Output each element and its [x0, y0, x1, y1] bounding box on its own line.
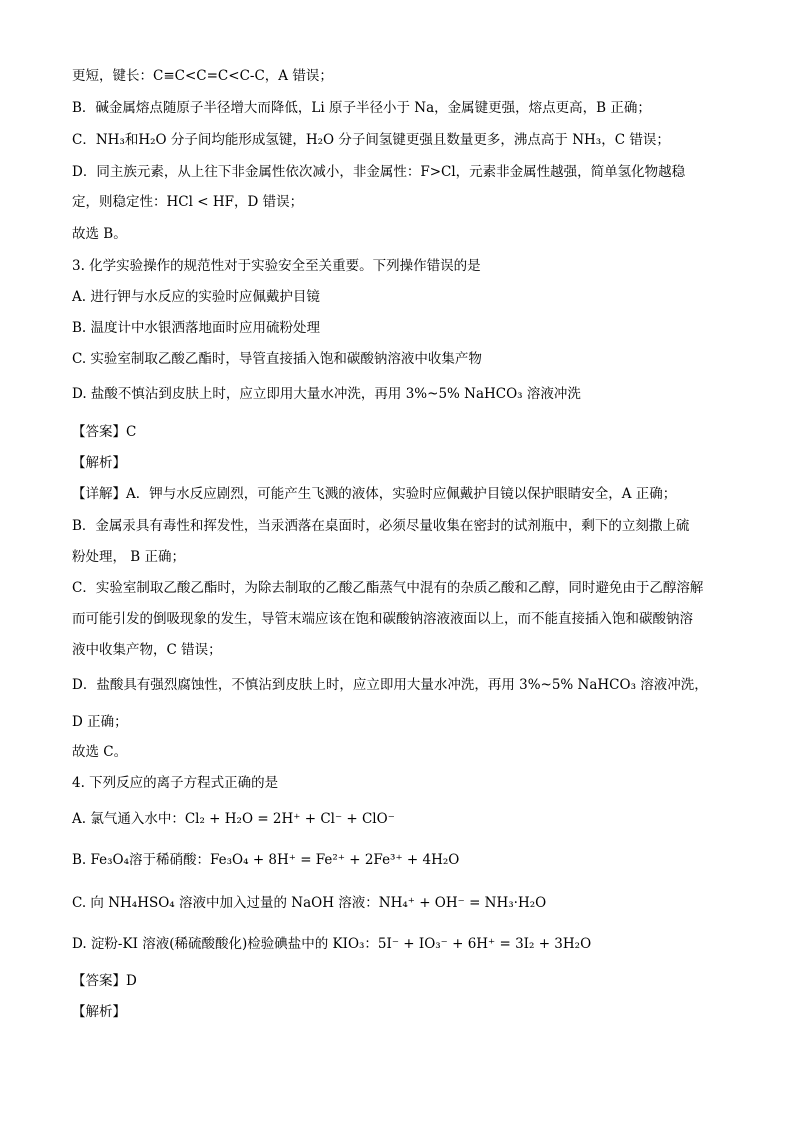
paragraph-line: D 正确； [72, 714, 128, 730]
option-d: D. 盐酸不慎沾到皮肤上时，应立即用大量水冲洗，再用 3%~5% NaHCO₃ 溶液冲洗 [72, 386, 581, 402]
paragraph-line: 而可能引发的倒吸现象的发生，导管末端应该在饱和碳酸钠溶液液面以上，而不能直接插入饱和碳酸钠溶 [72, 611, 693, 627]
paragraph-line: B．金属汞具有毒性和挥发性，当汞洒落在桌面时，必须尽量收集在密封的试剂瓶中，剩下的立刻撒上硫 [72, 518, 690, 534]
paragraph-line: 粉处理， B 正确； [72, 549, 186, 565]
option-c: C. 向 NH₄HSO₄ 溶液中加入过量的 NaOH 溶液：NH₄⁺ + OH⁻ = NH₃·H₂O [72, 895, 547, 911]
paragraph-line: 更短，键长：C≡C<C=C<C-C，A 错误； [72, 68, 333, 84]
paragraph-line: 定，则稳定性：HCl < HF，D 错误； [72, 194, 304, 210]
option-b: B. 温度计中水银洒落地面时应用硫粉处理 [72, 320, 321, 336]
paragraph-line: 【详解】A．钾与水反应剧烈，可能产生飞溅的液体，实验时应佩戴护目镜以保护眼睛安全，A 正确； [72, 486, 677, 502]
option-a: A. 氯气通入水中：Cl₂ + H₂O = 2H⁺ + Cl⁻ + ClO⁻ [72, 811, 395, 827]
option-b: B. Fe₃O₄溶于稀硝酸：Fe₃O₄ + 8H⁺ = Fe²⁺ + 2Fe³⁺ + 4H₂O [72, 852, 460, 868]
option-a: A. 进行钾与水反应的实验时应佩戴护目镜 [72, 289, 320, 305]
paragraph-line: B．碱金属熔点随原子半径增大而降低，Li 原子半径小于 Na，金属键更强，熔点更高，B 正确； [72, 100, 651, 116]
analysis-label: 【解析】 [72, 1004, 126, 1020]
paragraph-line: C．实验室制取乙酸乙酯时，为除去制取的乙酸乙酯蒸气中混有的杂质乙酸和乙醇，同时避免由于乙醇溶解 [72, 580, 704, 596]
paragraph-line: 故选 B。 [72, 226, 127, 242]
paragraph-line: 故选 C。 [72, 744, 128, 760]
paragraph-line: D．盐酸具有强烈腐蚀性，不慎沾到皮肤上时，应立即用大量水冲洗，再用 3%~5% NaHCO₃ 溶液冲洗， [72, 677, 708, 693]
paragraph-line: C．NH₃和H₂O 分子间均能形成氢键，H₂O 分子间氢键更强且数量更多，沸点高于 NH₃，C 错误； [72, 132, 670, 148]
option-d: D. 淀粉-KI 溶液(稀硫酸酸化)检验碘盐中的 KIO₃：5I⁻ + IO₃⁻ + 6H⁺ = 3I₂ + 3H₂O [72, 936, 592, 952]
analysis-label: 【解析】 [72, 455, 126, 471]
paragraph-line: D．同主族元素，从上往下非金属性依次减小，非金属性：F>Cl，元素非金属性越强，简单氢化物越稳 [72, 164, 686, 180]
question-stem: 3. 化学实验操作的规范性对于实验安全至关重要。下列操作错误的是 [72, 258, 481, 274]
answer-label: 【答案】D [72, 973, 137, 989]
question-stem: 4. 下列反应的离子方程式正确的是 [72, 775, 279, 791]
answer-label: 【答案】C [72, 424, 137, 440]
paragraph-line: 液中收集产物，C 错误； [72, 642, 222, 658]
option-c: C. 实验室制取乙酸乙酯时，导管直接插入饱和碳酸钠溶液中收集产物 [72, 351, 482, 367]
